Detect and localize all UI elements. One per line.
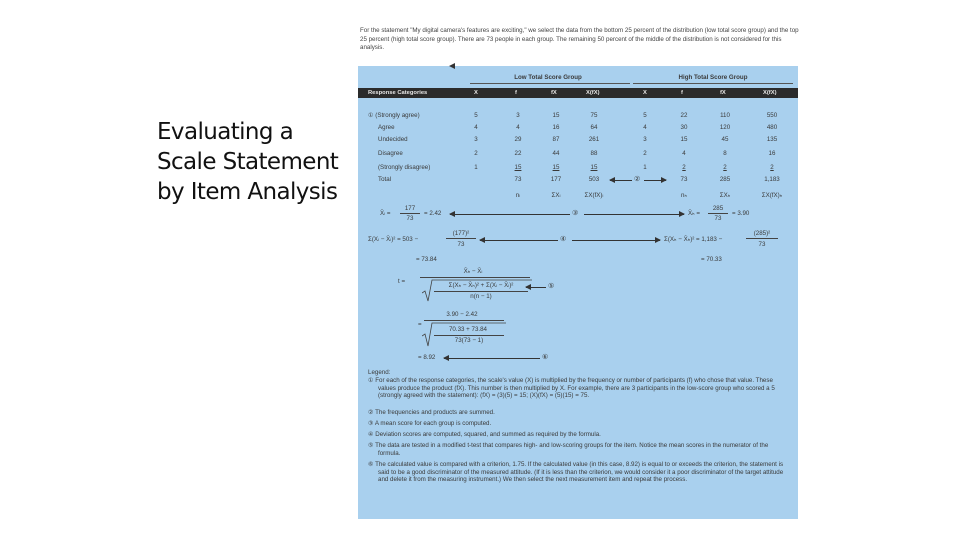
cell-low-f: 29 <box>514 136 522 143</box>
legend-item-5 <box>368 442 788 457</box>
arrow-left <box>444 358 540 359</box>
row-category: Total <box>378 176 392 183</box>
cell-high-f: 30 <box>680 124 688 131</box>
dev-low-num: (177)² <box>452 230 470 237</box>
t-result: = 8.92 <box>418 354 436 361</box>
dev-high-num: (285)² <box>753 230 771 237</box>
total-low-f: 73 <box>514 176 522 183</box>
mean-high-result: = 3.90 <box>732 210 750 217</box>
t-numerator: X̄ₕ − X̄ₗ <box>463 268 483 275</box>
mean-low-den: 73 <box>406 215 414 222</box>
cell-low-fx: 15 <box>552 112 560 119</box>
total-high-fx: 285 <box>719 176 731 183</box>
cell-low-xfx: 15 <box>590 164 598 171</box>
col-low-fx: fX <box>551 90 557 96</box>
fraction-bar <box>420 277 530 278</box>
symbol-high-sum-xfx: ΣX(fX)ₕ <box>761 192 783 199</box>
legend-item-6 <box>368 461 788 484</box>
cell-low-x: 5 <box>474 112 478 119</box>
col-low-f: f <box>515 90 517 96</box>
step-marker-4: ④ <box>560 236 567 243</box>
cell-high-x: 2 <box>643 150 647 157</box>
total-low-xfx: 503 <box>588 176 600 183</box>
fraction-bar <box>424 320 504 321</box>
mean-low-lhs: X̄ₗ = <box>380 210 391 217</box>
cell-high-xfx: 135 <box>766 136 778 143</box>
symbol-low-sum-xfx: ΣX(fX)ₗ <box>584 192 604 199</box>
cell-low-xfx: 88 <box>590 150 598 157</box>
row-category: Undecided <box>378 136 408 143</box>
cell-high-f: 15 <box>680 136 688 143</box>
mean-high-lhs: X̄ₕ = <box>688 210 700 217</box>
col-low-xfx: X(fX) <box>586 90 600 96</box>
t-denominator-values-top: 70.33 + 73.84 <box>448 326 488 333</box>
cell-low-f: 3 <box>516 112 520 119</box>
cell-low-x: 1 <box>474 164 478 171</box>
cell-high-f: 4 <box>682 150 686 157</box>
cell-high-fx: 120 <box>719 124 731 131</box>
dev-high-lhs: Σ(Xₕ − X̄ₕ)² = 1,183 − <box>664 236 723 243</box>
row-category: (Strongly disagree) <box>378 164 431 171</box>
col-high-x: X <box>643 90 647 96</box>
cell-high-f: 22 <box>680 112 688 119</box>
step-marker-3: ③ <box>572 210 579 217</box>
col-high-f: f <box>681 90 683 96</box>
col-response-categories: Response Categories <box>368 90 428 96</box>
legend-text: ② The frequencies and products are summed. <box>368 409 495 416</box>
step-marker-6: ⑥ <box>542 354 549 361</box>
cell-high-fx: 110 <box>720 112 730 119</box>
cell-high-x: 4 <box>643 124 647 131</box>
cell-low-xfx: 261 <box>588 136 600 143</box>
step-marker-2: ② <box>634 176 641 183</box>
cell-low-fx: 15 <box>552 164 560 171</box>
cell-high-x: 1 <box>643 164 647 171</box>
fraction-bar <box>446 238 476 239</box>
cell-low-f: 4 <box>516 124 520 131</box>
fraction-bar <box>746 238 778 239</box>
arrow-right <box>644 180 666 181</box>
cell-low-f: 22 <box>514 150 522 157</box>
legend-text: ③ A mean score for each group is computed. <box>368 420 492 427</box>
col-high-fx: fX <box>720 90 726 96</box>
mean-high-num: 285 <box>712 205 724 212</box>
slide-title: Evaluating a Scale Statement by Item Analysis <box>157 119 339 205</box>
t-denominator-bottom: n(n − 1) <box>470 293 492 300</box>
dev-low-result: = 73.84 <box>416 256 437 263</box>
dev-high-result: = 70.33 <box>701 256 722 263</box>
fraction-bar <box>708 213 728 214</box>
cell-low-f: 15 <box>514 164 522 171</box>
legend-item-4 <box>368 431 788 439</box>
cell-low-fx: 87 <box>552 136 560 143</box>
arrow-left <box>610 180 632 181</box>
t-numerator-values: 3.90 − 2.42 <box>446 311 478 318</box>
cell-high-xfx: 550 <box>766 112 778 119</box>
cell-high-xfx: 480 <box>766 124 778 131</box>
dev-high-den: 73 <box>758 241 766 248</box>
legend-text: ① For each of the response categories, the scale's value (X) is multiplied by the frequency or number of participants (f) who chose that value. These values produce the product (fX). This number is then multiplied by X. For example, there are 3 participants in the low-score group who scored a 5 (strongly agreed with the statement): (fX) = (3)(5) = 15; (X)(fX) = (5)(15) = 75. <box>368 377 775 400</box>
symbol-high-sum-x: ΣXₕ <box>719 192 731 199</box>
low-group-label: Low Total Score Group <box>514 74 582 81</box>
cell-high-fx: 45 <box>721 136 729 143</box>
cell-low-x: 4 <box>474 124 478 131</box>
legend-text: ⑤ The data are tested in a modified t-test that compares high- and low-scoring groups for the item. Notice the mean scores in the numerator of the formula. <box>368 442 769 457</box>
legend-text: ④ Deviation scores are computed, squared, and summed as required by the formula. <box>368 431 601 438</box>
cell-high-xfx: 2 <box>770 164 774 171</box>
t-denominator-values-bottom: 73(73 − 1) <box>454 337 484 344</box>
intro-paragraph: For the statement "My digital camera's features are exciting," we select the data from the bottom 25 percent of the distribution (low total score group) and the top 25 percent (high total score group). There are 73 people in each group. The remaining 50 percent of the middle of the distribution is not considered for this analysis. <box>360 27 799 52</box>
col-high-xfx: X(fX) <box>763 90 777 96</box>
dev-low-lhs: Σ(Xₗ − X̄ₗ)² = 503 − <box>368 236 419 243</box>
cell-high-f: 2 <box>682 164 686 171</box>
cell-low-xfx: 64 <box>590 124 598 131</box>
legend-title: Legend: <box>368 369 391 376</box>
cell-high-xfx: 16 <box>768 150 776 157</box>
t-lhs: t = <box>398 278 406 285</box>
arrow-left <box>480 240 558 241</box>
legend-item-1 <box>368 377 788 400</box>
t-denominator-top: Σ(Xₕ − X̄ₕ)² + Σ(Xₗ − X̄ₗ)² <box>448 282 514 289</box>
high-group-label: High Total Score Group <box>678 74 748 81</box>
cell-low-x: 3 <box>474 136 478 143</box>
cell-high-x: 5 <box>643 112 647 119</box>
fraction-bar <box>400 213 420 214</box>
legend-item-3 <box>368 420 788 428</box>
arrow-right <box>584 214 684 215</box>
high-group-rule <box>633 83 793 84</box>
cell-low-x: 2 <box>474 150 478 157</box>
fraction-bar <box>434 291 528 292</box>
arrow-left <box>450 214 570 215</box>
symbol-high-n: nₕ <box>681 192 687 199</box>
legend-text: ⑥ The calculated value is compared with a criterion, 1.75. If the calculated value (in this case, 8.92) is equal to or exceeds the criterion, the statement is said to be a good discriminator of the measured attitude. (If it is less than the criterion, we would consider it a poor discriminator of the target attitude and delete it from the measuring instrument.) We then select the next measurement item and repeat the process. <box>368 461 784 484</box>
cell-high-fx: 2 <box>723 164 727 171</box>
fraction-bar <box>434 335 504 336</box>
mean-low-result: = 2.42 <box>424 210 442 217</box>
row-category: ① (Strongly agree) <box>368 112 420 119</box>
cell-high-fx: 8 <box>723 150 727 157</box>
cell-high-x: 3 <box>643 136 647 143</box>
cell-low-fx: 44 <box>552 150 560 157</box>
symbol-low-n: nₗ <box>515 192 521 199</box>
column-header-bar <box>358 88 798 98</box>
low-group-rule <box>470 83 630 84</box>
legend-item-2 <box>368 409 788 417</box>
arrow-right <box>572 240 660 241</box>
dev-low-den: 73 <box>457 241 465 248</box>
mean-high-den: 73 <box>714 215 722 222</box>
cell-low-xfx: 75 <box>590 112 598 119</box>
equals-sign: = <box>418 321 422 328</box>
arrow-left <box>526 287 546 288</box>
symbol-low-sum-x: ΣXₗ <box>551 192 561 199</box>
row-category: Disagree <box>378 150 403 157</box>
total-low-fx: 177 <box>550 176 562 183</box>
item-analysis-figure <box>358 66 798 519</box>
step-marker-5: ⑤ <box>548 283 555 290</box>
total-high-f: 73 <box>680 176 688 183</box>
total-high-xfx: 1,183 <box>764 176 780 183</box>
col-low-x: X <box>474 90 478 96</box>
row-category: Agree <box>378 124 395 131</box>
cell-low-fx: 16 <box>552 124 560 131</box>
mean-low-num: 177 <box>404 205 416 212</box>
